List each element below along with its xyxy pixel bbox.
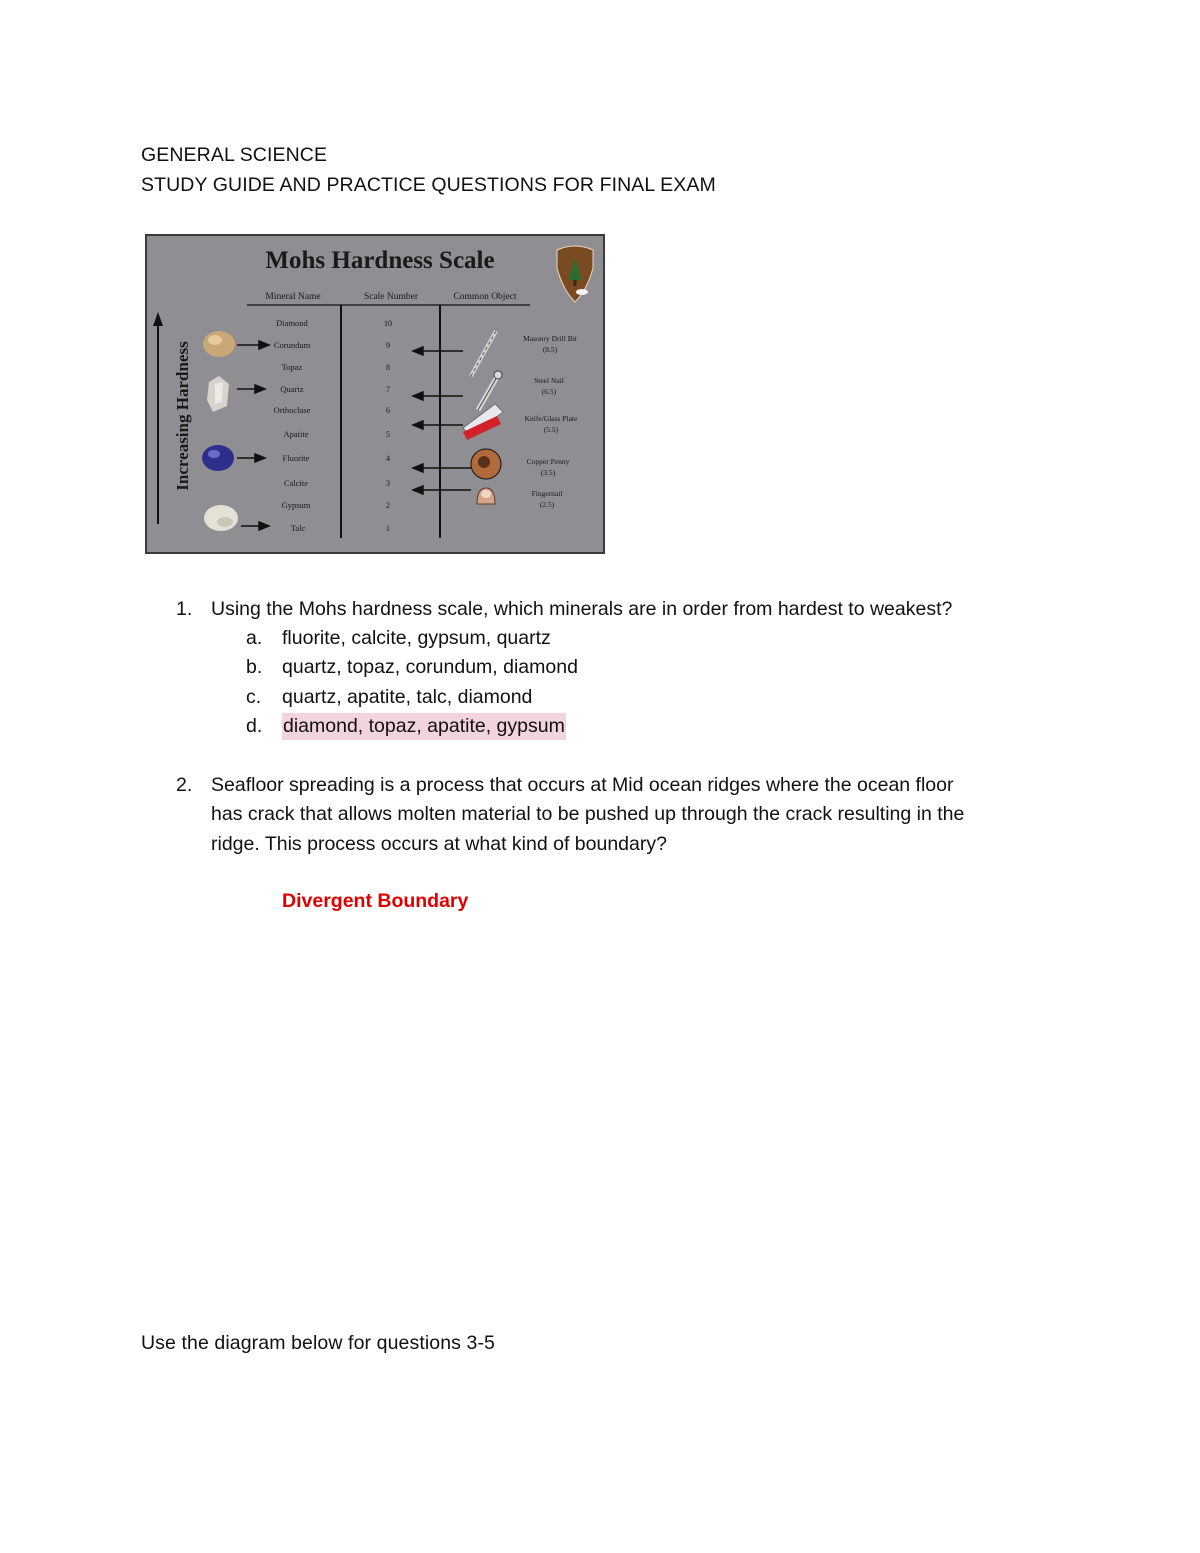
scale-number: 8 [386,363,390,372]
object-name: Copper Penny [526,457,570,466]
scale-number: 9 [386,341,390,350]
option-letter: c. [246,686,262,708]
side-label: Increasing Hardness [173,341,192,491]
question-text-line: has crack that allows molten material to be pushed up through the crack resulting in the [211,803,965,825]
copper-penny-icon [471,449,501,479]
scale-number: 4 [386,454,390,463]
question-number: 1. [176,598,193,620]
mineral-name: Quartz [280,384,304,394]
mineral-name: Fluorite [282,453,310,463]
col-header-scale: Scale Number [363,292,419,302]
question-text-line: Seafloor spreading is a process that occurs at Mid ocean ridges where the ocean floor [211,774,954,796]
question-text-line: ridge. This process occurs at what kind of boundary? [211,833,667,855]
object-name: Steel Nail [534,376,564,385]
highlighted-answer-option: diamond, topaz, apatite, gypsum [282,713,566,740]
corundum-specimen-icon [203,331,235,357]
option-letter: d. [246,715,263,737]
scale-number: 2 [386,501,390,510]
mohs-hardness-chart [145,234,605,554]
object-value: (3.5) [540,468,556,477]
mineral-name: Diamond [276,318,308,328]
object-value: (2.5) [539,500,555,509]
mineral-name: Apatite [283,429,309,439]
col-header-object: Common Object [453,292,517,302]
option-text: quartz, apatite, talc, diamond [282,686,533,708]
mineral-name: Calcite [283,478,309,488]
mineral-name: Topaz [281,362,303,372]
fluorite-specimen-icon [202,445,234,471]
scale-number: 3 [386,479,390,488]
mineral-name: Talc [290,523,306,533]
object-name: Masonry Drill Bit [523,334,577,343]
option-letter: b. [246,656,263,678]
scale-number: 6 [386,406,390,415]
doc-subtitle: STUDY GUIDE AND PRACTICE QUESTIONS FOR FINAL EXAM [141,174,716,196]
scale-number: 10 [384,319,392,328]
doc-title: GENERAL SCIENCE [141,144,328,166]
scale-number: 1 [386,524,390,533]
chart-title: Mohs Hardness Scale [265,247,495,274]
object-value: (5.5) [543,425,559,434]
mineral-name: Gypsum [281,500,311,510]
option-letter: a. [246,627,263,649]
scale-number: 7 [386,385,390,394]
mineral-name: Corundum [273,340,311,350]
question-number: 2. [176,774,193,796]
object-name: Fingernail [531,489,563,498]
option-text: quartz, topaz, corundum, diamond [282,656,578,678]
scale-number: 5 [386,430,390,439]
object-value: (8.5) [542,345,558,354]
mineral-name: Orthoclase [273,405,311,415]
answer-text: Divergent Boundary [282,890,469,912]
option-text: fluorite, calcite, gypsum, quartz [282,627,551,649]
footer-note: Use the diagram below for questions 3-5 [141,1332,496,1354]
col-header-mineral: Mineral Name [265,292,321,302]
question-text: Using the Mohs hardness scale, which minerals are in order from hardest to weakest? [211,598,953,620]
object-name: Knife/Glass Plate [524,414,578,423]
object-value: (6.5) [541,387,557,396]
talc-specimen-icon [204,505,238,531]
